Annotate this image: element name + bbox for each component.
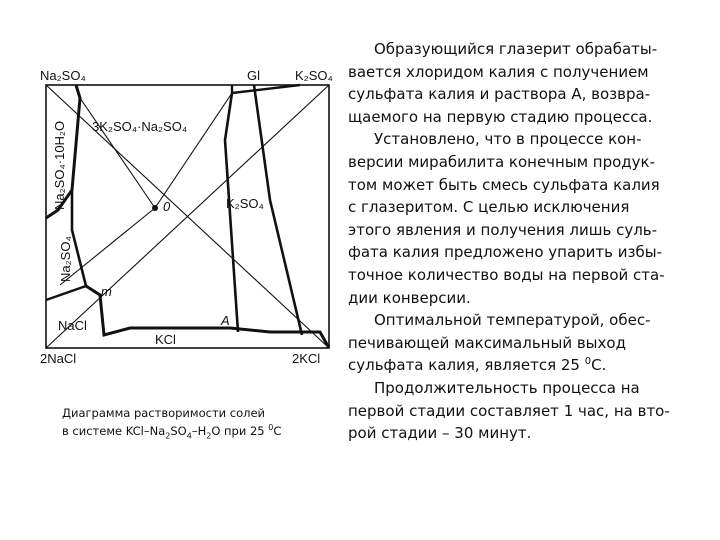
label-point-a: A [221, 313, 230, 328]
paragraph-4 [348, 377, 696, 445]
text-line: первой стадии составляет 1 час, на вто- [348, 401, 670, 420]
label-point-o: 0 [163, 199, 171, 214]
label-na2so4-field: Na₂SO₄ [58, 236, 73, 282]
text-line: рой стадии – 30 минут. [348, 424, 532, 443]
text-line: вается хлоридом калия с получением [348, 62, 649, 81]
boundary-line [46, 286, 86, 300]
boundary-line [72, 190, 86, 286]
solubility-diagram [0, 0, 340, 400]
label-na2so4-corner: Na₂SO₄ [40, 68, 86, 83]
text-line: версии мирабилита конечным продук- [348, 152, 656, 171]
label-glaserite: 3K₂SO₄·Na₂SO₄ [92, 119, 188, 134]
tie-line [80, 98, 155, 208]
caption-line-2: в системе KCl–$Na_2SO_4-H_2O$ при 25 $^0$C [62, 423, 282, 441]
text-line: Образующийся глазерит обрабаты- [374, 40, 658, 58]
label-nacl-field: NaCl [58, 318, 87, 333]
body-text [348, 38, 696, 445]
point-o-marker [152, 205, 158, 211]
tie-line [155, 93, 232, 208]
label-2nacl-corner: 2NaCl [40, 351, 77, 366]
text-line: Оптимальной температурой, обес- [374, 311, 651, 330]
text-line: Продолжительность процесса на [374, 378, 640, 397]
tie-line [60, 208, 155, 285]
paragraph-3 [348, 309, 696, 377]
diagram-caption [62, 404, 332, 440]
text-line: дии конверсии. [348, 288, 471, 307]
label-point-m: m [101, 284, 112, 299]
label-gl: Gl [247, 68, 260, 83]
text-line: щаемого на первую стадию процесса. [348, 107, 653, 126]
paragraph-2 [348, 128, 696, 309]
label-kcl-field: KCl [155, 332, 176, 347]
text-line: Установлено, что в процессе кон- [374, 130, 642, 149]
boundary-line [225, 93, 238, 332]
text-line: печивающей максимальный выход [348, 333, 626, 352]
boundary-line [232, 85, 300, 93]
text-line: с глазеритом. С целью исключения [348, 198, 630, 217]
text-line: том может быть смесь сульфата калия [348, 175, 660, 194]
text-line: фата калия предложено упарить избы- [348, 243, 663, 262]
label-2kcl-corner: 2KCl [292, 351, 321, 366]
label-mirabilite: Na₂SO₄·10H₂O [52, 120, 67, 210]
boundary-line [258, 332, 270, 348]
text-line: сульфата калия, является 25 $^0$С. [348, 356, 607, 375]
label-k2so4-field: K₂SO₄ [226, 196, 264, 211]
label-k2so4-corner: K₂SO₄ [295, 68, 333, 83]
caption-line-1: Диаграмма растворимости солей [62, 406, 266, 420]
paragraph-1 [348, 38, 696, 128]
text-line: этого явления и получения лишь суль- [348, 220, 658, 239]
text-line: точное количество воды на первой ста- [348, 265, 665, 284]
text-line: сульфата калия и раствора А, возвра- [348, 85, 651, 104]
